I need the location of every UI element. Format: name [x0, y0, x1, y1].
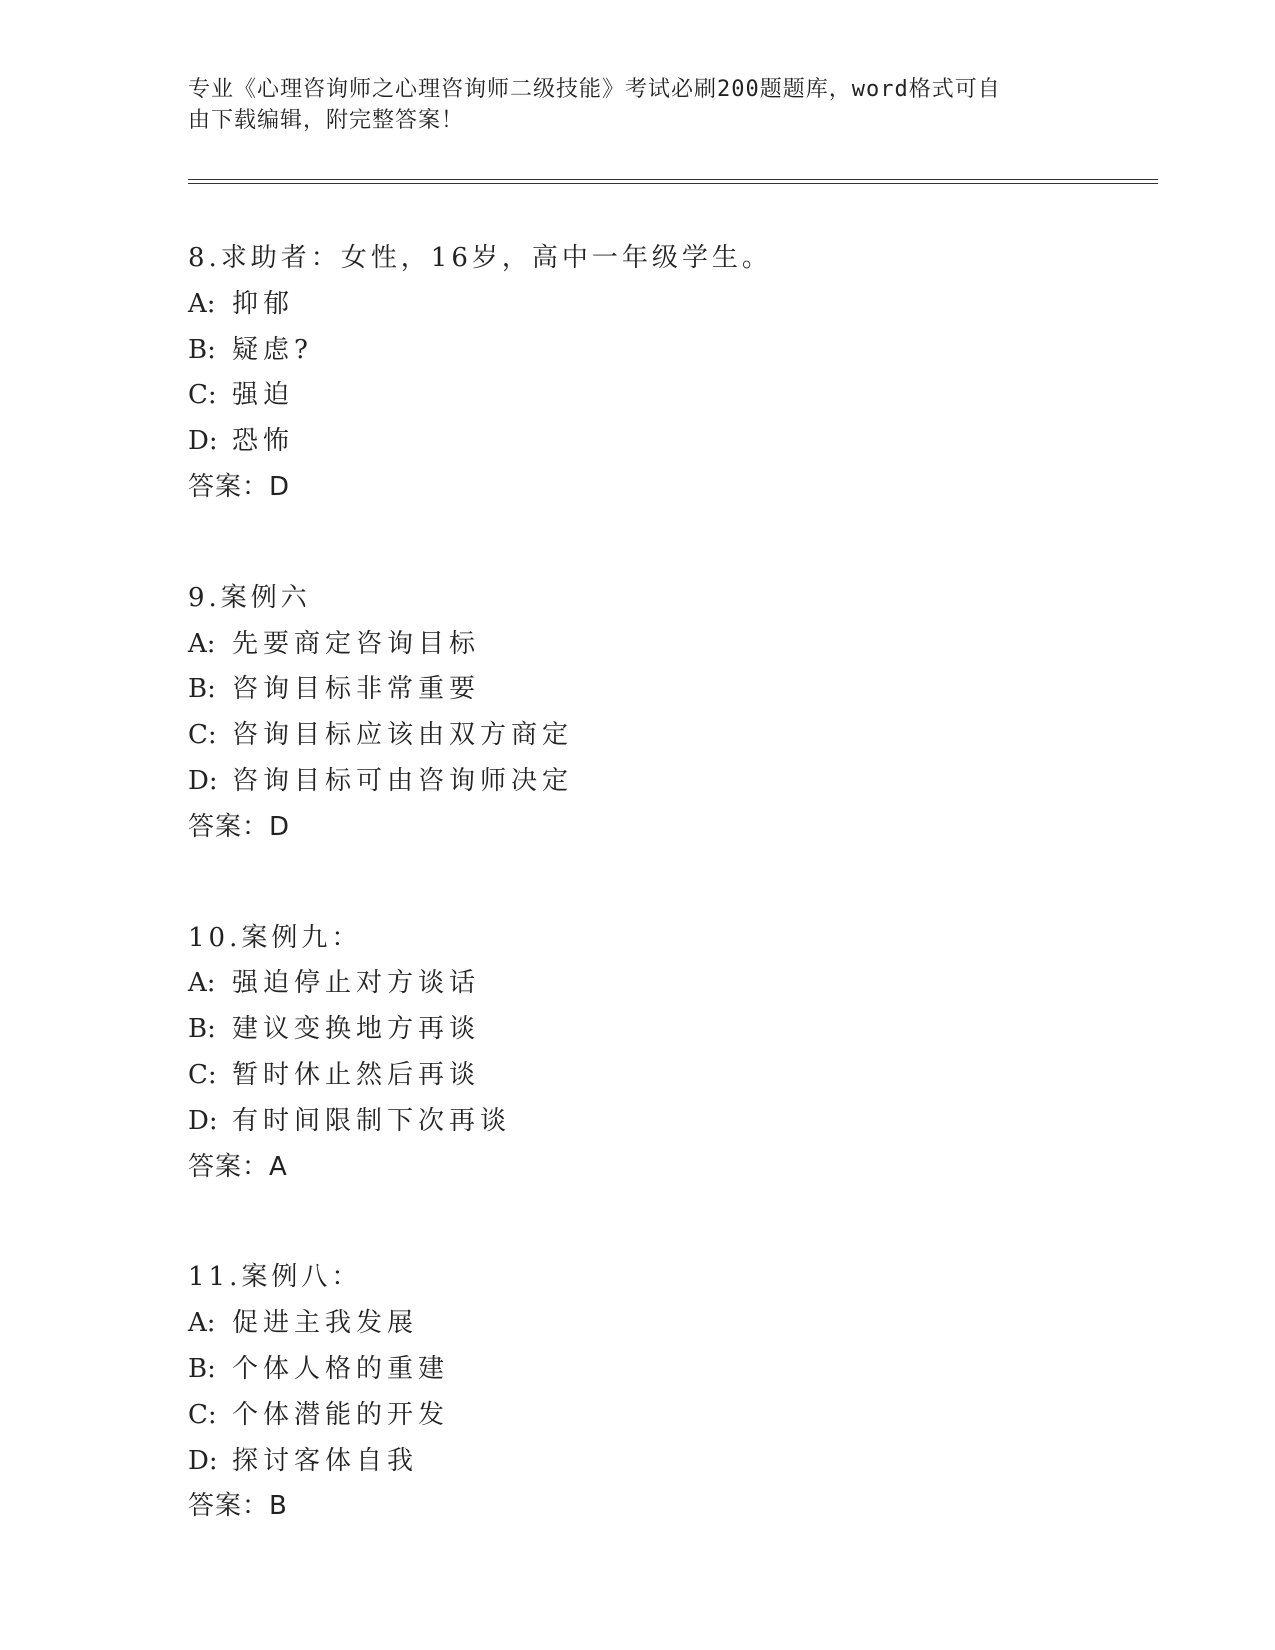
option-letter: B:	[188, 674, 216, 705]
option-letter: A:	[188, 288, 216, 319]
option-letter: C:	[188, 1059, 217, 1090]
option-text: 咨询目标可由咨询师决定	[232, 765, 574, 796]
option-c	[188, 713, 1138, 759]
option-letter: C:	[188, 1399, 217, 1430]
option-c	[188, 373, 1138, 419]
header-line-1: 专业《心理咨询师之心理咨询师二级技能》考试必刷200题题库，word格式可自	[188, 77, 1001, 102]
option-text: 疑虑?	[232, 334, 313, 365]
document-header	[188, 74, 1078, 136]
option-letter: A:	[188, 968, 216, 999]
option-a	[188, 961, 1138, 1007]
header-divider-top	[188, 179, 1158, 180]
option-text: 恐怖	[232, 426, 295, 457]
question-list	[188, 236, 1138, 1595]
question-stem: 10.案例九：	[188, 922, 362, 953]
option-text: 探讨客体自我	[232, 1445, 419, 1476]
option-letter: B:	[188, 1014, 216, 1045]
option-letter: A:	[188, 628, 216, 659]
option-text: 暂时休止然后再谈	[232, 1059, 481, 1090]
option-text: 促进主我发展	[232, 1308, 419, 1339]
answer-line: 答案：B	[188, 1491, 288, 1522]
option-b	[188, 1007, 1138, 1053]
option-letter: C:	[188, 380, 217, 411]
option-letter: B:	[188, 334, 216, 365]
option-letter: D:	[188, 426, 218, 457]
option-a	[188, 282, 1138, 328]
option-text: 先要商定咨询目标	[232, 628, 481, 659]
header-line-2: 由下载编辑，附完整答案！	[188, 108, 465, 133]
option-b	[188, 1347, 1138, 1393]
answer-line: 答案：D	[188, 471, 291, 502]
option-text: 咨询目标非常重要	[232, 674, 481, 705]
option-a	[188, 622, 1138, 668]
answer-line: 答案：A	[188, 1151, 288, 1182]
answer-line: 答案：D	[188, 811, 291, 842]
option-text: 个体人格的重建	[232, 1353, 450, 1384]
option-text: 咨询目标应该由双方商定	[232, 720, 574, 751]
option-c	[188, 1393, 1138, 1439]
option-c	[188, 1053, 1138, 1099]
option-letter: D:	[188, 1105, 218, 1136]
option-text: 强迫	[232, 380, 295, 411]
option-d	[188, 759, 1138, 805]
question-stem: 9.案例六	[188, 582, 311, 613]
option-text: 个体潜能的开发	[232, 1399, 450, 1430]
option-letter: D:	[188, 765, 218, 796]
option-letter: C:	[188, 720, 217, 751]
option-text: 建议变换地方再谈	[232, 1014, 481, 1045]
question-stem: 11.案例八：	[188, 1262, 362, 1293]
option-text: 有时间限制下次再谈	[232, 1105, 512, 1136]
header-divider-bottom	[188, 183, 1158, 184]
question-stem: 8.求助者：女性，16岁，高中一年级学生。	[188, 243, 772, 273]
question-9	[188, 576, 1138, 851]
option-text: 抑郁	[232, 288, 295, 319]
option-b	[188, 328, 1138, 374]
option-d	[188, 419, 1138, 465]
option-letter: D:	[188, 1445, 218, 1476]
option-letter: A:	[188, 1308, 216, 1339]
option-d	[188, 1439, 1138, 1485]
question-8	[188, 236, 1138, 511]
option-d	[188, 1099, 1138, 1145]
option-b	[188, 667, 1138, 713]
question-11	[188, 1255, 1138, 1530]
question-10	[188, 916, 1138, 1191]
option-letter: B:	[188, 1353, 216, 1384]
option-a	[188, 1301, 1138, 1347]
option-text: 强迫停止对方谈话	[232, 968, 481, 999]
